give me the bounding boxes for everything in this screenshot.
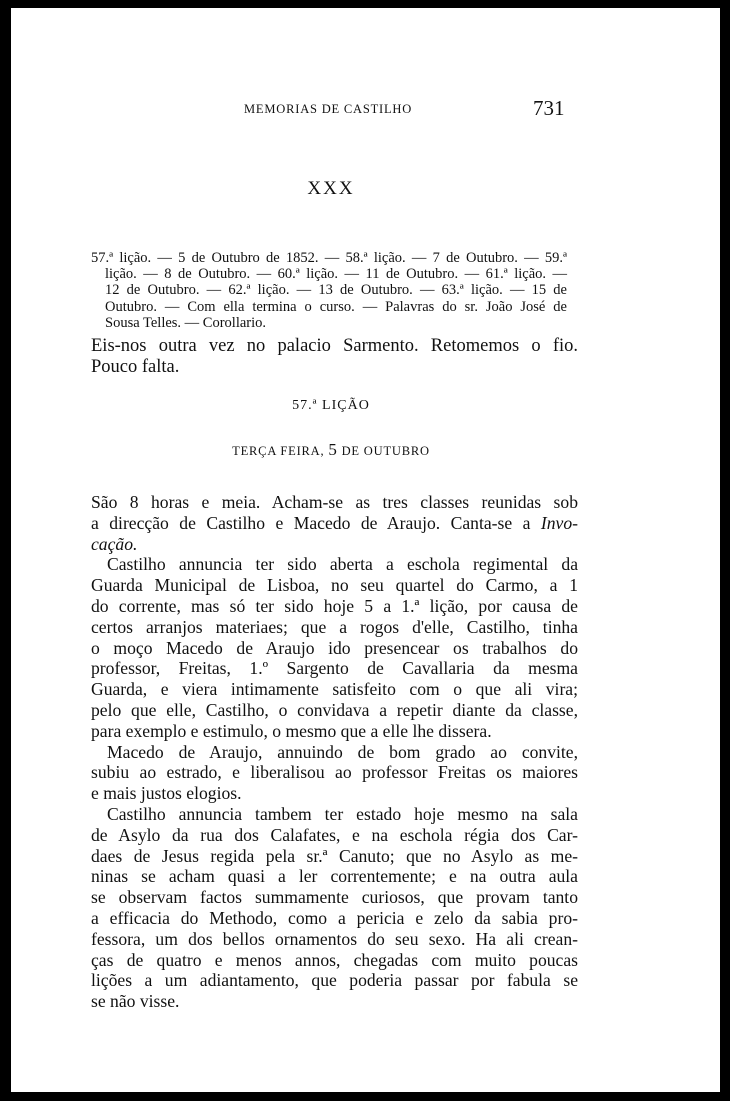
body-line: professor, Freitas, 1.º Sargento de Cavallaria da mesma (91, 658, 578, 679)
lesson-title: 57.ª LIÇÃO (292, 398, 370, 413)
body-line: lições a um adiantamento, que poderia passar por fabula se (91, 970, 578, 991)
body-line: e mais justos elogios. (91, 783, 242, 804)
date-month: DE OUTUBRO (341, 444, 430, 458)
chapter-summary (91, 250, 567, 331)
body-line: Macedo de Araujo, annuindo de bom grado ao convite, (107, 741, 578, 762)
page-number: 731 (533, 96, 565, 120)
date-day: 5 (328, 440, 338, 459)
body-line: para exemplo e estimulo, o mesmo que a elle lhe dissera. (91, 720, 492, 741)
page-header (11, 96, 720, 126)
body-line: a efficacia do Methodo, como a pericia e zelo da sabia pro- (91, 907, 578, 928)
body-line: Guarda Municipal de Lisboa, no seu quartel do Carmo, a 1 (91, 575, 578, 596)
summary-line: Sousa Telles. — Corollario. (105, 314, 267, 331)
body-line: pelo que elle, Castilho, o convidava a repetir diante da classe, (91, 699, 578, 720)
body-line: cação. (91, 533, 138, 554)
lesson-date (11, 440, 651, 460)
intro-line: Eis-nos outra vez no palacio Sarmento. Retomemos o fio. (91, 336, 578, 356)
body-line: fessora, um dos bellos ornamentos do seu sexo. Ha ali crean- (91, 928, 578, 949)
running-title: MEMORIAS DE CASTILHO (244, 102, 413, 116)
intro-paragraph (91, 336, 578, 378)
body-line: daes de Jesus regida pela sr.ª Canuto; que no Asylo as me- (91, 845, 578, 866)
body-line: ças de quatro e menos annos, chegadas com muito poucas (91, 949, 578, 970)
intro-line: Pouco falta. (91, 357, 180, 377)
summary-line: lição. — 8 de Outubro. — 60.ª lição. — 11 de Outubro. — 61.ª lição. — (105, 266, 567, 283)
body-line: o moço Macedo de Araujo ido presencear os trabalhos do (91, 637, 578, 658)
body-line: de Asylo da rua dos Calafates, e na eschola régia dos Car- (91, 824, 578, 845)
chapter-number: XXX (307, 178, 355, 199)
body-line: se não visse. (91, 991, 180, 1012)
summary-line: 12 de Outubro. — 62.ª lição. — 13 de Outubro. — 63.ª lição. — 15 de (105, 282, 567, 299)
body-line: subiu ao estrado, e liberalisou ao professor Freitas os maiores (91, 762, 578, 783)
body-line: a direcção de Castilho e Macedo de Araujo. Canta-se a Invo- (91, 512, 578, 533)
body-line: São 8 horas e meia. Acham-se as tres classes reunidas sob (91, 492, 578, 512)
body-line: ninas se acham quasi a ler correntemente; e na outra aula (91, 866, 578, 887)
body-line: se observam factos summamente curiosos, que provam tanto (91, 887, 578, 908)
summary-line: Outubro. — Com ella termina o curso. — Palavras do sr. João José de (105, 298, 567, 315)
body-line: Guarda, e viera intimamente satisfeito com o que ali vira; (91, 679, 578, 700)
body-line: Castilho annuncia tambem ter estado hoje mesmo na sala (107, 803, 578, 824)
body-line: certos arranjos materiaes; que a rogos d'elle, Castilho, tinha (91, 616, 578, 637)
summary-line: 57.ª lição. — 5 de Outubro de 1852. — 58.ª lição. — 7 de Outubro. — 59.ª (91, 250, 567, 266)
date-weekday: TERÇA FEIRA, (232, 444, 325, 458)
book-page (11, 8, 720, 1092)
body-line: do corrente, mas só ter sido hoje 5 a 1.ª lição, por causa de (91, 595, 578, 616)
body-line: Castilho annuncia ter sido aberta a eschola regimental da (107, 554, 578, 575)
body-text (91, 492, 578, 1012)
